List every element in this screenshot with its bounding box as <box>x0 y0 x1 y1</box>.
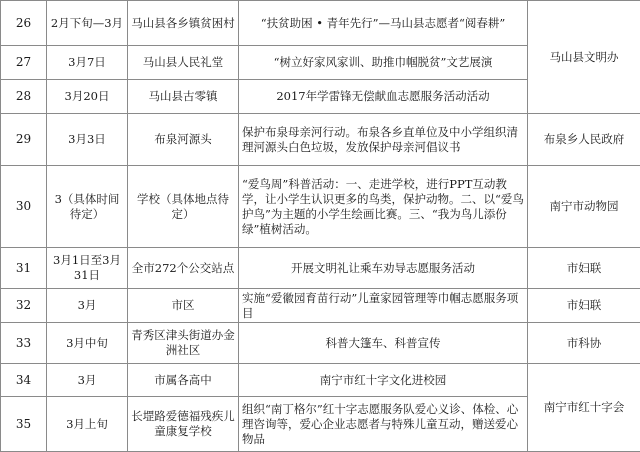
row-activity: 2017年学雷锋无偿献血志愿服务活动活动 <box>239 80 528 114</box>
row-place: 马山县古零镇 <box>128 80 239 114</box>
row-organizer: 市科协 <box>528 323 640 364</box>
row-organizer: 布泉乡人民政府 <box>528 114 640 166</box>
row-number: 27 <box>1 46 47 80</box>
row-number: 34 <box>1 364 47 397</box>
table-row <box>1 1 640 46</box>
row-time: 3月 <box>47 289 128 323</box>
row-organizer: 市妇联 <box>528 289 640 323</box>
row-place: 马山县各乡镇贫困村 <box>128 1 239 46</box>
row-activity: 实施“爱徽园育苗行动”儿童家园管理等巾帼志愿服务项目 <box>239 289 528 323</box>
row-place: 长堽路爱德福残疾儿童康复学校 <box>128 397 239 452</box>
table-row <box>1 323 640 364</box>
row-number: 31 <box>1 248 47 289</box>
row-number: 29 <box>1 114 47 166</box>
row-place: 全市272个公交站点 <box>128 248 239 289</box>
row-place: 马山县人民礼堂 <box>128 46 239 80</box>
row-activity: “爱鸟周”科普活动：一、走进学校，进行PPT互动教学，让小学生认识更多的鸟类，保护动物。二、以“爱鸟护鸟”为主题的小学生绘画比赛。三、“我为鸟儿添份绿”植树活动。 <box>239 166 528 248</box>
row-number: 30 <box>1 166 47 248</box>
row-number: 33 <box>1 323 47 364</box>
row-place: 青秀区津头街道办金洲社区 <box>128 323 239 364</box>
row-place: 学校（具体地点待定） <box>128 166 239 248</box>
row-activity: “扶贫助困 • 青年先行”—马山县志愿者“阅春耕” <box>239 1 528 46</box>
table-row <box>1 289 640 323</box>
row-place: 市区 <box>128 289 239 323</box>
table-row <box>1 166 640 248</box>
row-activity: 开展文明礼让乘车劝导志愿服务活动 <box>239 248 528 289</box>
row-activity: 保护布泉母亲河行动。布泉各乡直单位及中小学组织清理河源头白色垃圾，发放保护母亲河倡议书 <box>239 114 528 166</box>
table-row <box>1 364 640 397</box>
row-place: 市属各高中 <box>128 364 239 397</box>
row-number: 26 <box>1 1 47 46</box>
row-time: 3月3日 <box>47 114 128 166</box>
row-time: 3月1日至3月31日 <box>47 248 128 289</box>
row-number: 32 <box>1 289 47 323</box>
row-time: 3月7日 <box>47 46 128 80</box>
row-time: 3月中旬 <box>47 323 128 364</box>
row-number: 35 <box>1 397 47 452</box>
row-time: 3月20日 <box>47 80 128 114</box>
row-time: 3（具体时间待定） <box>47 166 128 248</box>
table-row <box>1 248 640 289</box>
row-activity: “树立好家风家训、助推巾帼脱贫”文艺展演 <box>239 46 528 80</box>
row-activity: 组织“南丁格尔”红十字志愿服务队爱心义诊、体检、心理咨询等，爱心企业志愿者与特殊儿童互动，赠送爱心物品 <box>239 397 528 452</box>
row-time: 3月上旬 <box>47 397 128 452</box>
row-organizer: 南宁市动物园 <box>528 166 640 248</box>
row-organizer: 市妇联 <box>528 248 640 289</box>
row-organizer: 南宁市红十字会 <box>528 364 640 452</box>
row-activity: 科普大篷车、科普宣传 <box>239 323 528 364</box>
row-place: 布泉河源头 <box>128 114 239 166</box>
row-time: 2月下旬—3月 <box>47 1 128 46</box>
row-number: 28 <box>1 80 47 114</box>
row-organizer: 马山县文明办 <box>528 1 640 114</box>
table-row <box>1 114 640 166</box>
row-activity: 南宁市红十字文化进校园 <box>239 364 528 397</box>
row-time: 3月 <box>47 364 128 397</box>
